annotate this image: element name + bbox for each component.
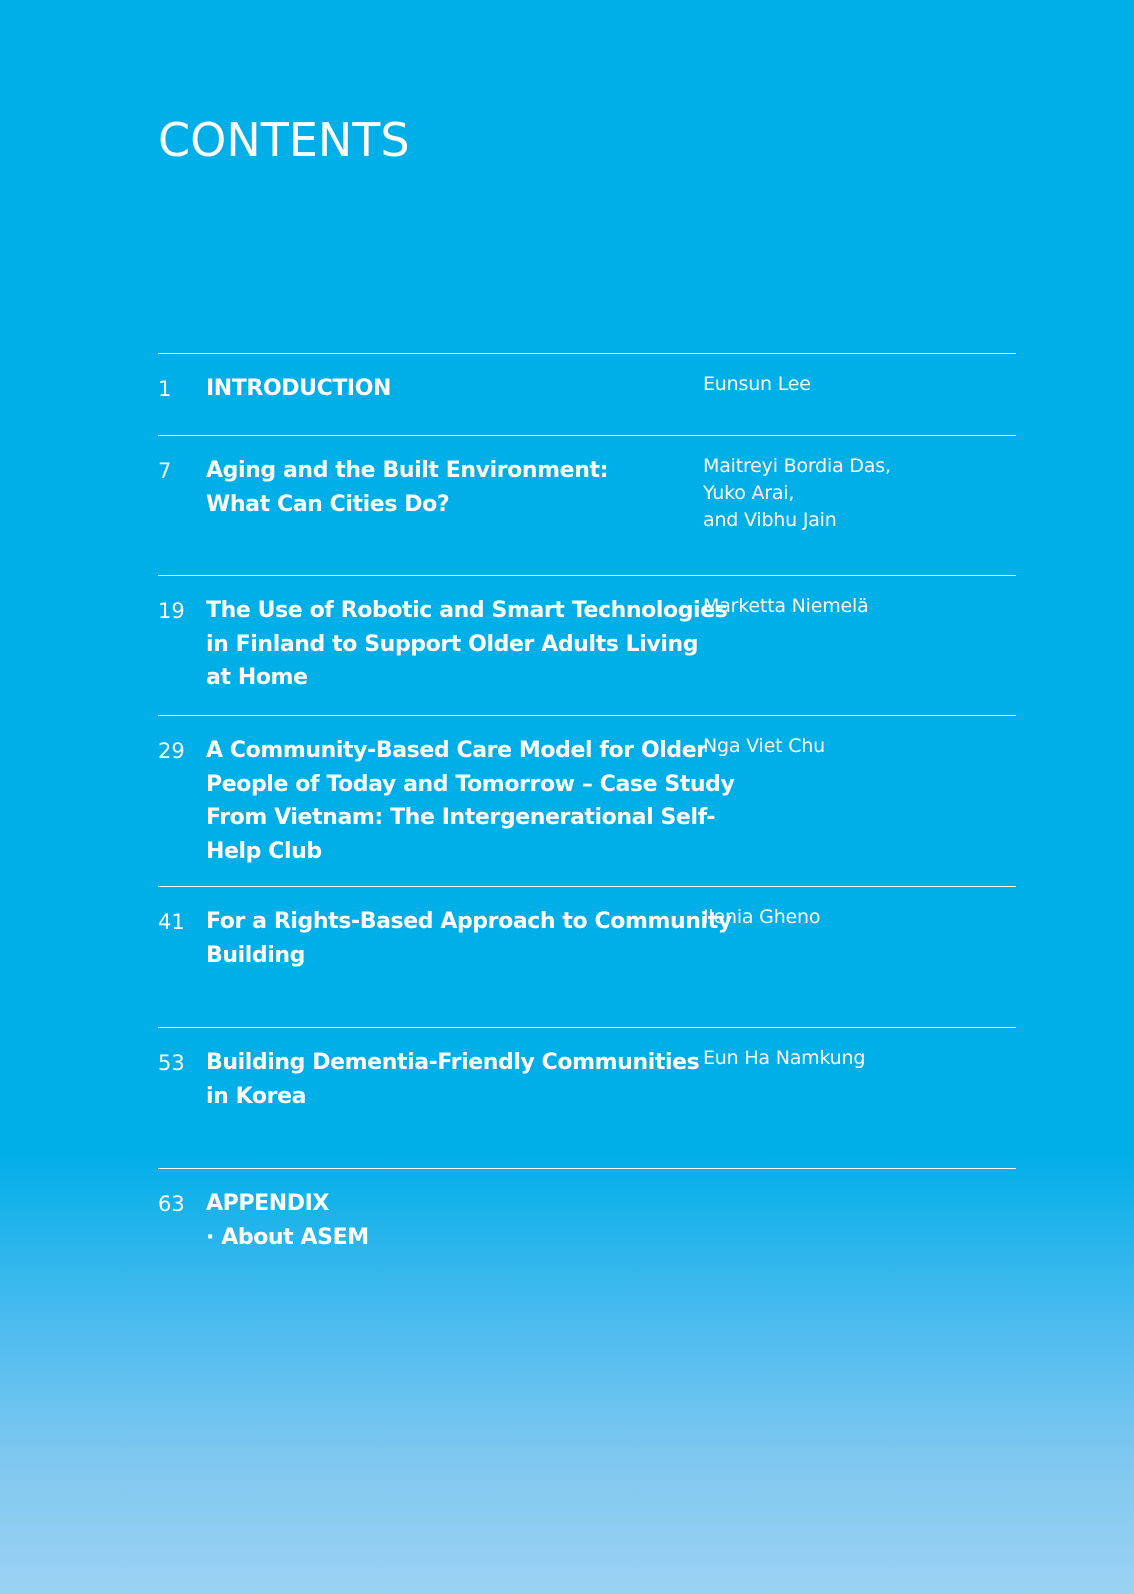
entry-title: Building Dementia-Friendly Communities in Korea xyxy=(206,1050,700,1109)
page-number: 19 xyxy=(158,599,185,623)
entry-title: For a Rights-Based Approach to Community Building xyxy=(206,909,732,968)
entry-authors: Eun Ha Namkung xyxy=(703,1047,866,1069)
toc-entry[interactable] xyxy=(158,886,1016,1027)
entry-title: INTRODUCTION xyxy=(206,376,392,401)
entry-authors: Eunsun Lee xyxy=(703,373,811,395)
page-number: 1 xyxy=(158,377,172,401)
toc-entry[interactable] xyxy=(158,1168,1016,1288)
toc-entry[interactable] xyxy=(158,353,1016,435)
page-title: CONTENTS xyxy=(158,113,410,167)
page-number: 63 xyxy=(158,1192,185,1216)
page-number: 7 xyxy=(158,459,172,483)
entry-authors: Maitreyi Bordia Das, Yuko Arai, and Vibhu Jain xyxy=(703,455,891,531)
table-of-contents xyxy=(158,353,1016,1288)
page-number: 41 xyxy=(158,910,185,934)
toc-entry[interactable] xyxy=(158,1027,1016,1168)
page-number: 29 xyxy=(158,739,185,763)
entry-title: APPENDIX · About ASEM xyxy=(206,1191,369,1250)
entry-title: A Community-Based Care Model for Older People of Today and Tomorrow – Case Study From Vietnam: The Intergenerational Self- Help Club xyxy=(206,738,735,864)
toc-entry[interactable] xyxy=(158,435,1016,575)
entry-authors: Ilenia Gheno xyxy=(703,906,821,928)
entry-title: The Use of Robotic and Smart Technologies in Finland to Support Older Adults Living at Home xyxy=(206,598,728,690)
entry-authors: Nga Viet Chu xyxy=(703,735,825,757)
page-number: 53 xyxy=(158,1051,185,1075)
toc-entry[interactable] xyxy=(158,715,1016,886)
entry-authors: Marketta Niemelä xyxy=(703,595,869,617)
entry-title: Aging and the Built Environment: What Can Cities Do? xyxy=(206,458,608,517)
toc-entry[interactable] xyxy=(158,575,1016,715)
